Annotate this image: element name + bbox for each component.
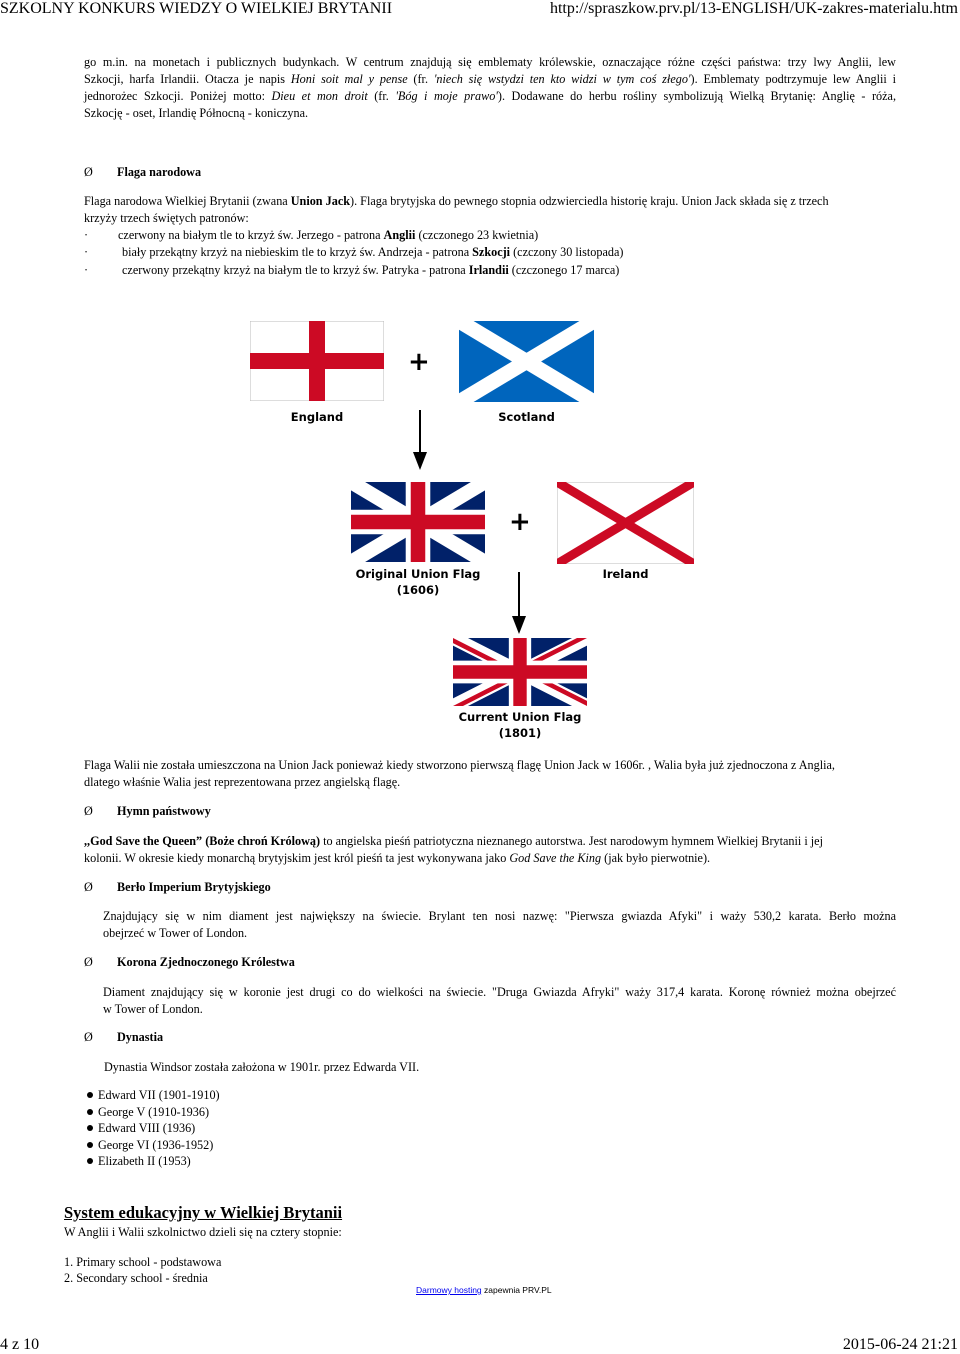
wales-note (84, 757, 896, 791)
education-intro: W Anglii i Walii szkolnictwo dzieli się na cztery stopnie: (64, 1225, 342, 1239)
list-item: George V (1910-1936) (84, 1104, 220, 1121)
anthem-paragraph (84, 833, 896, 867)
scotland-caption: Scotland (498, 410, 555, 424)
crown-paragraph (103, 984, 896, 1018)
flag-line-1: Flaga narodowa Wielkiej Brytanii (zwana Union Jack). Flaga brytyjska do pewnego stopnia odzwierciedla historię kraju. Union Jack składa się z trzech (84, 194, 829, 208)
section-heading-anthem: Ø Hymn państwowy (84, 804, 211, 818)
arrow-down-1 (410, 410, 430, 470)
sceptre-line-2: obejrzeć w Tower of London. (103, 926, 248, 940)
education-item-1: 1. Primary school - podstawowa (64, 1255, 222, 1269)
sceptre-paragraph (103, 908, 896, 942)
list-item: Elizabeth II (1953) (84, 1153, 220, 1170)
ireland-caption: Ireland (602, 567, 649, 581)
intro-line-2: Szkocji, harfa Irlandii. Otacza je napis Honi soit mal y pense (fr. 'niech się wstydzi ten kto widzi w tym coś złego'). Emblematy podtrzymuje lew Anglii i (84, 72, 897, 86)
plus-sign-2: + (509, 507, 531, 537)
intro-paragraph (84, 54, 896, 122)
section-heading-dynasty: Ø Dynastia (84, 1030, 164, 1044)
education-item-2: 2. Secondary school - średnia (64, 1271, 208, 1285)
bullet-scotland: · biały przekątny krzyż na niebieskim tle to krzyż św. Andrzeja - patrona Szkocji (czczony 30 listopada) (84, 245, 624, 259)
crown-line-1: Diament znajdujący się w koronie jest drugi co do wielkości na świecie. "Druga Gwiazda Afryki" waży 317,4 karata. Koronę również można obejrzeć (103, 985, 896, 999)
sceptre-line-1: Znajdujący się w nim diament jest największy na świecie. Brylant ten nosi nazwę: "Pierwsza gwiazda Afyki" i waży 530,2 karata. Berło można (103, 909, 896, 923)
original-flag-year: (1606) (396, 583, 440, 597)
monarch-list (84, 1087, 220, 1170)
intro-line-1: go m.in. na monetach i publicznych budynkach. W centrum znajdują się emblematy królewskie, oznaczające różne części państwa: trzy lwy Anglii, lew (84, 55, 896, 69)
bullet-ireland: · czerwony przekątny krzyż na białym tle to krzyż św. Patryka - patrona Irlandii (czczonego 17 marca) (84, 263, 620, 277)
list-item: Edward VII (1901-1910) (84, 1087, 220, 1104)
flag-line-2: krzyży trzech świętych patronów: (84, 211, 249, 225)
wales-note-line-2: dlatego właśnie Walia jest reprezentowana przez angielską flagę. (84, 775, 401, 789)
anthem-line-1: ,,God Save the Queen” (Boże chroń Królową) to angielska pieśń patriotyczna nieznanego autorstwa. Jest narodowym hymnem Wielkiej Brytanii i jej (84, 834, 823, 848)
page-number: 4 z 10 (0, 1336, 40, 1353)
current-union-flag (453, 638, 587, 706)
dynasty-text: Dynastia Windsor została założona w 1901r. przez Edwarda VII. (104, 1060, 420, 1074)
intro-line-3: jednorożec Szkocji. Poniżej motto: Dieu et mon droit (fr. 'Bóg i moje prawo'). Dodawane do herbu rośliny symbolizują Wielką Brytanię: Anglię - róża, (84, 89, 896, 103)
intro-line-4: Szkocję - oset, Irlandię Północną - koniczyna. (84, 106, 309, 120)
education-heading: System edukacyjny w Wielkiej Brytanii (64, 1203, 343, 1222)
hosting-line: Darmowy hosting zapewnia PRV.PL (416, 1285, 552, 1295)
crown-line-2: w Tower of London. (103, 1002, 203, 1016)
original-flag-caption: Original Union Flag (355, 567, 481, 581)
list-item: Edward VIII (1936) (84, 1120, 220, 1137)
anthem-line-2: kolonii. W okresie kiedy monarchą brytyjskim jest król pieśń ta jest wykonywana jako God Save the King (jak było pierwotnie). (84, 851, 711, 865)
flag-paragraph (84, 193, 896, 227)
original-union-flag (351, 482, 485, 562)
scotland-flag (459, 321, 594, 402)
england-caption: England (290, 410, 344, 424)
current-flag-year: (1801) (498, 726, 542, 740)
header-url: http://spraszkow.prv.pl/13-ENGLISH/UK-zakres-materialu.htm (549, 0, 958, 17)
current-flag-caption: Current Union Flag (458, 710, 582, 724)
arrow-down-2 (509, 572, 529, 634)
ireland-flag (557, 482, 694, 564)
england-flag (250, 321, 384, 401)
plus-sign-1: + (408, 347, 430, 377)
bullet-england: · czerwony na białym tle to krzyż św. Jerzego - patrona Anglii (czczonego 23 kwietnia) (84, 228, 539, 242)
wales-note-line-1: Flaga Walii nie została umieszczona na Union Jack ponieważ kiedy stworzono pierwszą flagę Union Jack w 1606r. , Walia była już zjednoczona z Anglia, (84, 758, 835, 772)
section-heading-sceptre: Ø Berło Imperium Brytyjskiego (84, 880, 271, 894)
hosting-link[interactable]: Darmowy hosting (416, 1285, 482, 1295)
header-title: SZKOLNY KONKURS WIEDZY O WIELKIEJ BRYTANII (0, 0, 393, 17)
print-datetime: 2015-06-24 21:21 (842, 1336, 958, 1353)
section-heading-crown: Ø Korona Zjednoczonego Królestwa (84, 955, 295, 969)
section-heading-flag: Ø Flaga narodowa (84, 165, 202, 179)
list-item: George VI (1936-1952) (84, 1137, 220, 1154)
